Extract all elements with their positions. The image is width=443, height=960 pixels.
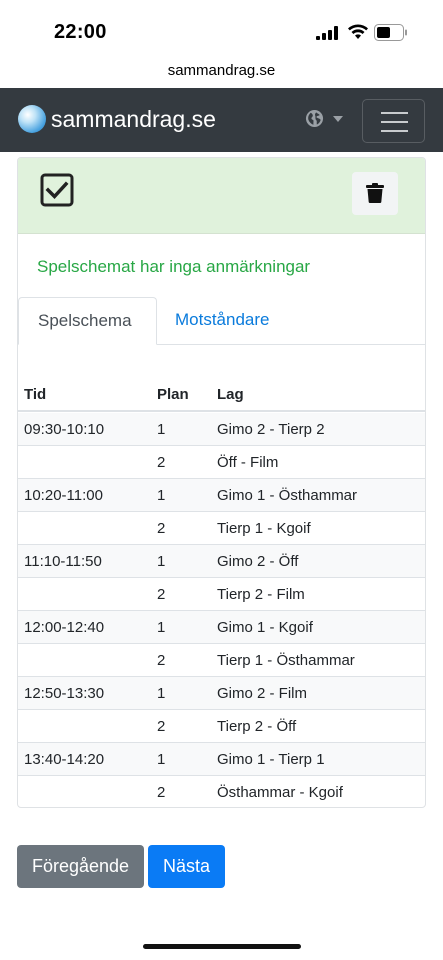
- cell-plan: 2: [157, 784, 166, 801]
- checkbox-checked-icon[interactable]: [40, 173, 74, 207]
- cell-plan: 1: [157, 619, 166, 636]
- table-row: [18, 578, 425, 611]
- table-row: [18, 479, 425, 512]
- next-button[interactable]: Nästa: [148, 845, 225, 888]
- cell-plan: 2: [157, 652, 166, 669]
- chevron-down-icon: [333, 116, 343, 122]
- previous-button[interactable]: Föregående: [17, 845, 144, 888]
- cell-tid: 12:50-13:30: [24, 685, 105, 702]
- cell-tid: 12:00-12:40: [24, 619, 105, 636]
- column-header-lag[interactable]: Lag: [217, 386, 244, 403]
- table-header: [18, 383, 425, 412]
- cell-lag: Tierp 2 - Öff: [217, 718, 297, 735]
- hamburger-line: [381, 121, 408, 123]
- hamburger-menu-icon: [381, 112, 408, 114]
- cell-lag: Gimo 1 - Kgoif: [217, 619, 313, 636]
- cell-plan: 1: [157, 421, 166, 438]
- cell-lag: Gimo 2 - Film: [217, 685, 307, 702]
- status-bar: [0, 0, 443, 58]
- navbar-menu-button[interactable]: [362, 99, 425, 143]
- cell-lag: Gimo 2 - Öff: [217, 553, 299, 570]
- globe-logo-icon[interactable]: [18, 105, 46, 133]
- table-row: [18, 545, 425, 578]
- cell-tid: 11:10-11:50: [24, 553, 102, 570]
- cell-lag: Gimo 1 - Östhammar: [217, 487, 358, 504]
- schedule-table-body: [18, 413, 425, 808]
- cell-plan: 1: [157, 487, 166, 504]
- cell-plan: 1: [157, 685, 166, 702]
- column-header-tid[interactable]: Tid: [24, 386, 47, 403]
- cell-lag: Gimo 2 - Tierp 2: [217, 421, 325, 438]
- brand-link[interactable]: sammandrag.se: [51, 106, 216, 132]
- cell-plan: 2: [157, 520, 166, 537]
- cell-plan: 1: [157, 751, 166, 768]
- trash-icon: [366, 183, 384, 203]
- cell-tid: 13:40-14:20: [24, 751, 105, 768]
- cell-lag: Tierp 1 - Kgoif: [217, 520, 311, 537]
- column-header-plan[interactable]: Plan: [157, 386, 189, 403]
- cell-lag: Tierp 2 - Film: [217, 586, 305, 603]
- card-header: [18, 158, 425, 234]
- table-row: [18, 776, 425, 808]
- tab-spelschema[interactable]: Spelschema: [18, 297, 157, 345]
- cell-plan: 2: [157, 454, 166, 471]
- table-row: [18, 446, 425, 479]
- cell-lag: Tierp 1 - Östhammar: [217, 652, 355, 669]
- home-indicator: [143, 944, 301, 949]
- globe-icon: [305, 109, 324, 128]
- cell-lag: Östhammar - Kgoif: [217, 784, 343, 801]
- table-row: [18, 611, 425, 644]
- battery-icon: [374, 24, 408, 41]
- status-time: 22:00: [54, 21, 107, 43]
- schedule-notice: Spelschemat har inga anmärkningar: [37, 257, 311, 276]
- table-row: [18, 512, 425, 545]
- cell-lag: Gimo 1 - Tierp 1: [217, 751, 325, 768]
- delete-button[interactable]: [352, 172, 398, 215]
- table-row: [18, 677, 425, 710]
- cellular-signal-icon: [316, 26, 340, 40]
- table-row: [18, 710, 425, 743]
- table-row: [18, 743, 425, 776]
- url-bar[interactable]: sammandrag.se: [167, 62, 276, 79]
- wifi-icon: [347, 24, 369, 40]
- hamburger-line: [381, 130, 408, 132]
- cell-plan: 2: [157, 586, 166, 603]
- cell-tid: 09:30-10:10: [24, 421, 105, 438]
- table-row: [18, 644, 425, 677]
- tab-motstandare[interactable]: Motståndare: [175, 310, 270, 329]
- cell-plan: 1: [157, 553, 166, 570]
- schedule-card: [17, 157, 426, 808]
- language-dropdown[interactable]: [305, 109, 345, 129]
- cell-lag: Öff - Film: [217, 454, 279, 471]
- cell-tid: 10:20-11:00: [24, 487, 103, 504]
- cell-plan: 2: [157, 718, 166, 735]
- table-row: [18, 413, 425, 446]
